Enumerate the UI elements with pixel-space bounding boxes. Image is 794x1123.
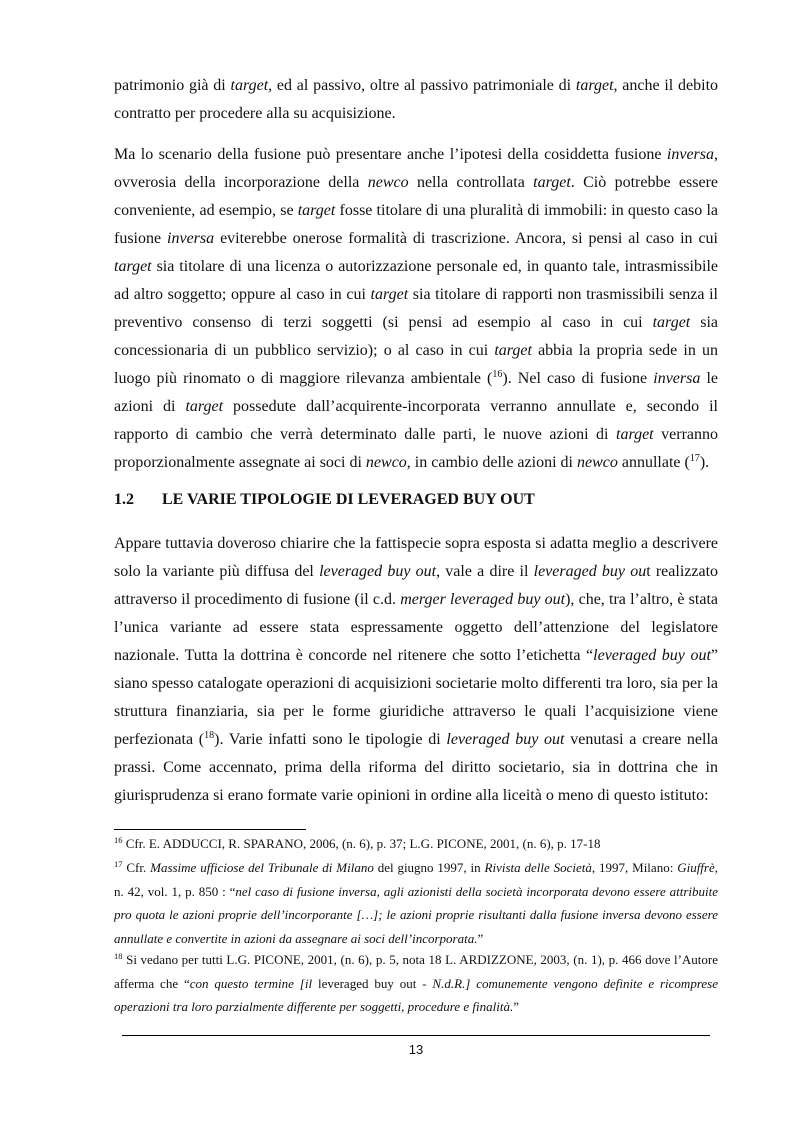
- section-title: LE VARIE TIPOLOGIE DI LEVERAGED BUY OUT: [162, 491, 535, 508]
- text-run: possedute dall’acquirente-incorporata verranno annullate e, secondo il rapporto di cambio che verrà determinato dalle parti, le nuove azioni di: [114, 398, 718, 443]
- text-run: ”: [513, 999, 520, 1014]
- footnote-ref: 16: [114, 835, 123, 845]
- text-run: del giugno 1997, in: [373, 860, 485, 875]
- italic-run: Rivista delle Società: [484, 860, 592, 875]
- text-run: ).: [699, 454, 710, 471]
- page-number: 13: [408, 1042, 424, 1057]
- text-run: nella controllata: [408, 174, 534, 191]
- text-run: , ed al passivo, oltre al passivo patrimoniale di: [268, 77, 576, 94]
- italic-run: Massime ufficiose del Tribunale di Milano: [150, 860, 374, 875]
- italic-run: N.d.R.] comunemente vengono definite e ricomprese operazioni tra loro parzialmente differente per soggetti, procedure e finalità.: [114, 975, 718, 1014]
- text-run: venutasi a creare nella prassi. Come accennato, prima della riforma del diritto societario, sia in dottrina che in giurisprudenza si erano formate varie opinioni in ordine alla liceità o meno di questo istituto:: [114, 731, 719, 804]
- italic-run: leveraged buy out: [593, 647, 711, 664]
- italic-run: leveraged buy out: [319, 563, 437, 580]
- text-run: le azioni di: [114, 370, 718, 415]
- footnote-17: [114, 856, 718, 950]
- section-number: 1.2: [114, 491, 134, 508]
- italic-run: newco: [576, 454, 618, 471]
- footer-rule: [122, 1035, 710, 1036]
- text-run: Cfr.: [122, 860, 151, 875]
- italic-run: inversa: [666, 146, 714, 163]
- footnote-ref: 17: [114, 859, 123, 869]
- italic-run: target: [575, 77, 614, 94]
- italic-run: target: [297, 202, 336, 219]
- text-run: ). Nel caso di fusione: [502, 370, 654, 387]
- italic-run: newco: [365, 454, 407, 471]
- italic-run: leveraged buy out: [446, 731, 565, 748]
- italic-run: Giuffrè: [677, 860, 715, 875]
- body-paragraph-3: [114, 530, 718, 810]
- text-run: , vale a dire il: [436, 563, 534, 580]
- text-run: ” siano spesso catalogate operazioni di acquisizioni societarie molto differenti tra loro, sia per la struttura finanziaria, sia per le forme giuridiche attraverso le quali l’acquisizione viene perfezionata (: [114, 647, 719, 748]
- text-run: ), che, tra l’altro, è stata l’unica variante ad essere stata espressamente oggetto dell’attenzione del legislatore nazionale. Tutta la dottrina è concorde nel ritenere che sotto l’etichetta “: [114, 591, 719, 664]
- italic-run: target: [652, 314, 691, 331]
- text-run: sia titolare di una licenza o autorizzazione personale ed, in quanto tale, intrasmissibile ad altro soggetto; oppure al caso in cui: [114, 258, 718, 303]
- italic-run: con questo termine [il: [189, 975, 318, 991]
- text-run: ”: [477, 930, 484, 946]
- italic-run: leveraged buy ou: [533, 563, 647, 580]
- italic-run: target: [114, 258, 152, 275]
- italic-run: inversa: [653, 370, 701, 387]
- text-run: annullate (: [617, 454, 690, 471]
- text-run: , n. 42, vol. 1, p. 850 : “: [114, 860, 718, 899]
- footnote-ref: 18: [204, 730, 215, 741]
- text-run: sia titolare di rapporti non trasmissibili senza il preventivo consenso di terzi soggetti (si pensi ad esempio al caso in cui: [114, 286, 718, 331]
- text-run: , anche il debito contratto per procedere alla su acquisizione.: [114, 77, 719, 122]
- section-heading: [114, 486, 718, 514]
- text-run: Ma lo scenario della fusione può presentare anche l’ipotesi della cosiddetta fusione: [114, 146, 667, 163]
- italic-run: nel caso di fusione inversa, agli azionisti della società incorporata devono essere attribuite pro quota le azioni proprie dell’incorporante […]; le azioni proprie risultanti dalla fusione inversa devono essere annullate e convertite in azioni da assegnare ai soci dell’incorporata.: [114, 883, 719, 946]
- text-run: patrimonio già di: [114, 77, 231, 94]
- text-run: , in cambio delle azioni di: [406, 454, 577, 471]
- italic-run: newco: [367, 174, 409, 191]
- text-run: eviterebbe onerose formalità di trascrizione. Ancora, si pensi al caso in cui: [214, 230, 718, 247]
- italic-run: target: [185, 398, 224, 415]
- footnote-ref: 17: [689, 453, 700, 464]
- italic-run: target: [494, 342, 532, 359]
- text-run: leveraged buy out -: [317, 975, 433, 991]
- italic-run: merger leveraged buy out: [400, 591, 566, 608]
- footnote-ref: 16: [492, 369, 503, 380]
- text-run: t realizzato attraverso il procedimento di fusione (il c.d.: [114, 563, 719, 608]
- text-run: . Ciò potrebbe essere conveniente, ad esempio, se: [114, 174, 718, 219]
- footnote-ref: 18: [114, 951, 123, 961]
- footnote-18: [114, 948, 718, 1019]
- text-run: , ovverosia della incorporazione della: [114, 146, 718, 191]
- body-paragraph-2: [114, 141, 718, 477]
- footnote-16: [114, 832, 718, 856]
- text-run: Si vedano per tutti L.G. PICONE, 2001, (n. 6), p. 5, nota 18 L. ARDIZZONE, 2003, (n. 1), p. 466 dove l’Autore afferma che “: [114, 952, 718, 991]
- text-run: abbia la propria sede in un luogo più rinomato o di maggiore rilevanza ambientale (: [114, 342, 718, 387]
- text-run: ). Varie infatti sono le tipologie di: [214, 731, 447, 748]
- italic-run: target: [230, 77, 269, 94]
- text-run: Appare tuttavia doveroso chiarire che la fattispecie sopra esposta si adatta meglio a descrivere solo la variante più diffusa del: [114, 535, 718, 580]
- body-paragraph-1: [114, 72, 718, 128]
- text-run: fosse titolare di una pluralità di immobili: in questo caso la fusione: [114, 202, 719, 247]
- italic-run: inversa: [167, 230, 215, 247]
- italic-run: target: [533, 174, 571, 191]
- text-run: , 1997, Milano:: [591, 860, 678, 875]
- italic-run: target: [616, 426, 654, 443]
- text-run: Cfr. E. ADDUCCI, R. SPARANO, 2006, (n. 6), p. 37; L.G. PICONE, 2001, (n. 6), p. 17-18: [122, 836, 601, 851]
- text-run: sia concessionaria di un pubblico servizio); o al caso in cui: [114, 314, 718, 359]
- text-run: verranno proporzionalmente assegnate ai soci di: [114, 426, 718, 471]
- footnote-separator: [114, 829, 306, 830]
- italic-run: target: [370, 286, 409, 303]
